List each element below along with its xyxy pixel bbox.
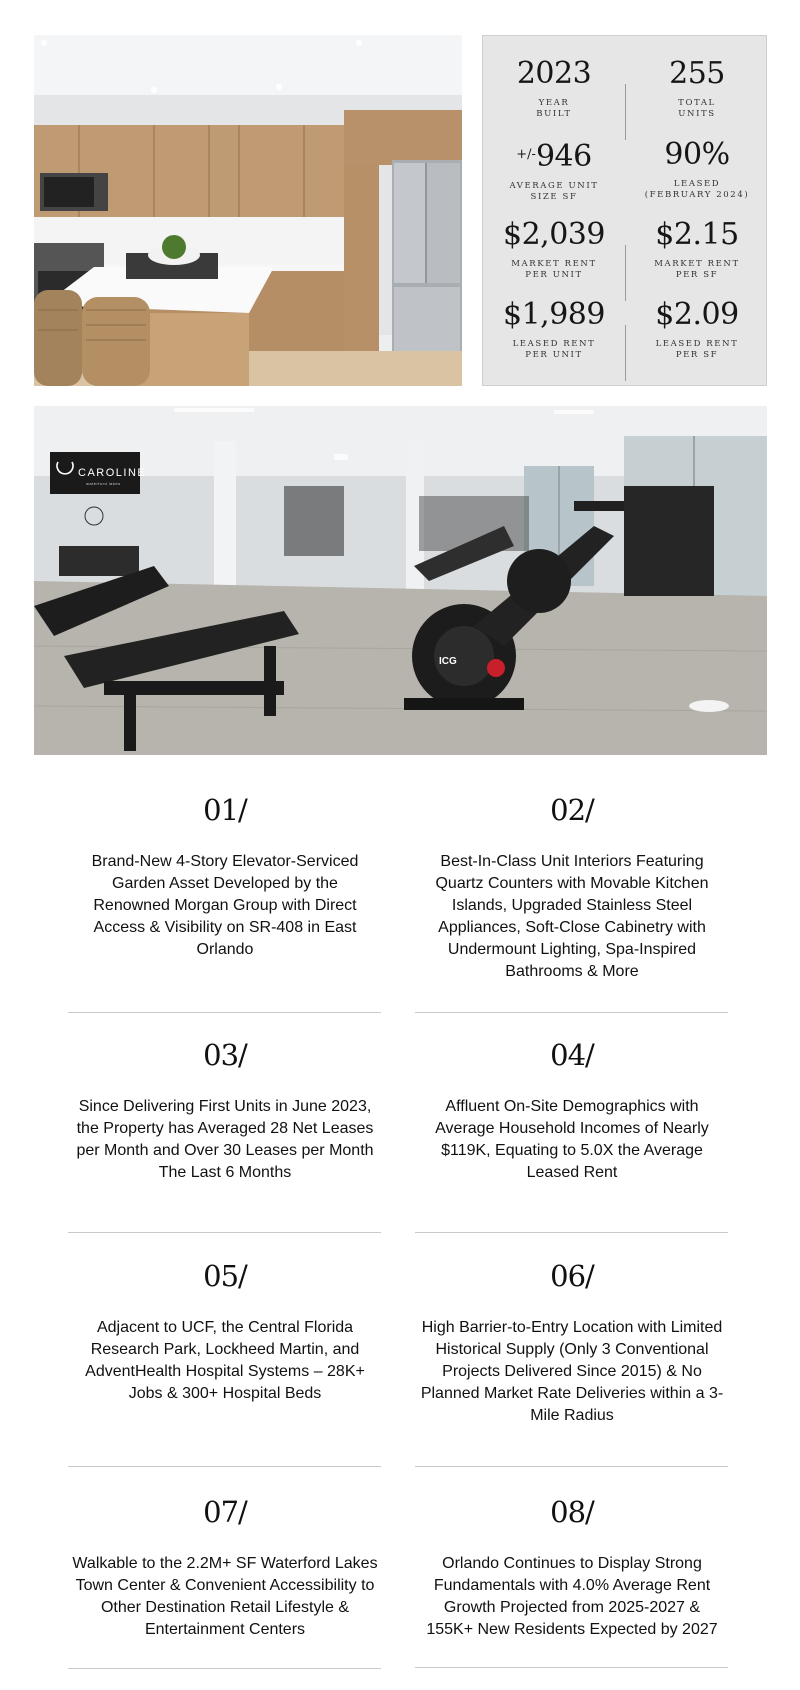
caroline-sign-subtext: waterford lakes — [86, 481, 121, 486]
stat-value: 255 — [669, 56, 725, 91]
highlight-text: Adjacent to UCF, the Central Florida Research Park, Lockheed Martin, and AdventHealth Hospital Systems – 28K+ Jobs & 300+ Hospital Beds — [85, 1319, 365, 1402]
highlight-item-05 — [68, 1259, 382, 1405]
divider-line — [68, 1012, 381, 1013]
stat-row — [483, 217, 766, 287]
stat-prefix: +/- — [516, 147, 536, 162]
stat-value: $1,989 — [503, 297, 605, 332]
highlight-item-02 — [415, 793, 729, 983]
stat-label: LEASED (FEBRUARY 2024) — [644, 179, 750, 200]
icg-bike-logo: ICG — [439, 656, 457, 667]
highlight-text: Best-In-Class Unit Interiors Featuring Quartz Counters with Movable Kitchen Islands, Upgraded Stainless Steel Appliances, Soft-Close Cabinetry with Undermount Lighting, Spa-Inspired Bathrooms & More — [435, 853, 709, 980]
highlight-item-08 — [415, 1495, 729, 1641]
highlight-item-06 — [415, 1259, 729, 1427]
stat-market-rent-sf — [626, 217, 768, 281]
stat-label: YEAR BUILT — [536, 98, 572, 119]
highlight-number: 06/ — [550, 1259, 594, 1293]
stat-label: LEASED RENT PER SF — [655, 339, 739, 360]
stat-value — [483, 137, 625, 175]
divider-line — [68, 1232, 381, 1233]
kitchen-photo — [34, 35, 462, 386]
divider-line — [415, 1012, 728, 1013]
stat-value: $2,039 — [503, 217, 605, 252]
highlight-text: Since Delivering First Units in June 2023, the Property has Averaged 28 Net Leases per Month and Over 30 Leases per Month The Last 6 Months — [76, 1098, 374, 1181]
stat-row — [483, 137, 766, 207]
stat-leased-rent-unit — [483, 297, 625, 361]
highlight-item-04 — [415, 1038, 729, 1184]
highlight-item-07 — [68, 1495, 382, 1641]
fitness-center-photo — [34, 406, 767, 755]
stat-total-units — [626, 56, 768, 120]
highlight-item-03 — [68, 1038, 382, 1184]
stat-row — [483, 56, 766, 126]
highlight-number: 02/ — [550, 793, 594, 827]
stat-leased-rent-sf — [626, 297, 768, 361]
divider-line — [68, 1466, 381, 1467]
stat-year-built — [483, 56, 625, 120]
caroline-sign-text: CAROLINE — [78, 467, 147, 479]
highlight-number: 05/ — [203, 1259, 247, 1293]
highlight-text: Walkable to the 2.2M+ SF Waterford Lakes Town Center & Convenient Accessibility to Other Destination Retail Lifestyle & Entertainment Centers — [72, 1555, 378, 1638]
highlight-item-01 — [68, 793, 382, 961]
highlight-number: 04/ — [550, 1038, 594, 1072]
highlight-number: 01/ — [203, 793, 247, 827]
stat-value: $2.09 — [655, 297, 739, 332]
stat-label: AVERAGE UNIT SIZE SF — [509, 181, 599, 202]
stat-number: 946 — [535, 139, 592, 174]
highlight-text: High Barrier-to-Entry Location with Limited Historical Supply (Only 3 Conventional Projects Delivered Since 2015) & No Planned Market Rate Deliveries within a 3-Mile Radius — [420, 1319, 724, 1424]
property-stats-panel — [482, 35, 767, 386]
highlight-text: Orlando Continues to Display Strong Fundamentals with 4.0% Average Rent Growth Projected from 2025-2027 & 155K+ New Residents Expected by 2027 — [426, 1555, 718, 1638]
stat-value: $2.15 — [655, 217, 739, 252]
highlight-number: 03/ — [203, 1038, 247, 1072]
highlight-number: 08/ — [550, 1495, 594, 1529]
stat-value: 90% — [664, 137, 730, 172]
highlight-text: Brand-New 4-Story Elevator-Serviced Garden Asset Developed by the Renowned Morgan Group with Direct Access & Visibility on SR-408 in East Orlando — [91, 853, 359, 958]
stat-label: TOTAL UNITS — [678, 98, 716, 119]
stat-market-rent-unit — [483, 217, 625, 281]
stat-label: MARKET RENT PER UNIT — [511, 259, 597, 280]
divider-line — [415, 1232, 728, 1233]
stat-value: 2023 — [516, 56, 592, 91]
divider-line — [415, 1667, 728, 1668]
divider-line — [415, 1466, 728, 1467]
highlight-text: Affluent On-Site Demographics with Average Household Incomes of Nearly $119K, Equating to 5.0X the Average Leased Rent — [435, 1098, 709, 1181]
stat-row — [483, 297, 766, 367]
stat-leased — [626, 137, 768, 201]
divider-line — [68, 1668, 381, 1669]
stat-avg-unit-size — [483, 137, 625, 203]
stat-label: LEASED RENT PER UNIT — [512, 339, 596, 360]
stat-label: MARKET RENT PER SF — [654, 259, 740, 280]
highlight-number: 07/ — [203, 1495, 247, 1529]
